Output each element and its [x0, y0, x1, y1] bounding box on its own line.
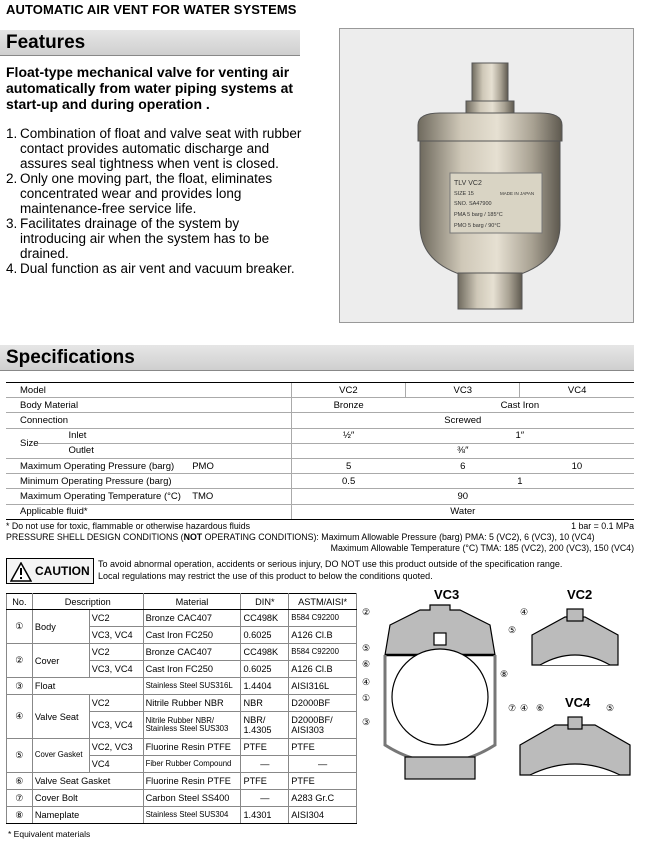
spec-row-max-pressure: Maximum Operating Pressure (barg) PMO 5 6 10: [6, 458, 634, 473]
svg-text:⑤: ⑤: [508, 625, 517, 635]
features-lead: Float-type mechanical valve for venting air automatically from water piping systems at start-up and during operation .: [6, 64, 294, 112]
pressure-shell-note: PRESSURE SHELL DESIGN CONDITIONS (NOT OPERATING CONDITIONS): Maximum Allowable Pressure (barg) PMA: 5 (VC2), 6 (VC3), 10 (VC4): [6, 532, 595, 542]
vc4-diagram: [520, 717, 630, 775]
svg-text:④: ④: [520, 607, 529, 617]
materials-row-cover-gasket: ⑤ Cover Gasket VC2, VC3 Fluorine Resin PTFE PTFE PTFE: [7, 739, 357, 756]
air-vent-illustration: [340, 29, 635, 324]
svg-text:⑦: ⑦: [508, 703, 517, 713]
caution-label: CAUTION: [35, 564, 90, 578]
nameplate-serial: SNO. SA47900: [454, 201, 492, 207]
pressure-shell-note-line2: Maximum Allowable Temperature (°C) TMA: 185 (VC2), 200 (VC3), 150 (VC4): [330, 543, 634, 553]
materials-row-cover-bolt: ⑦ Cover Bolt Carbon Steel SS400 — A283 Gr.C: [7, 790, 357, 807]
svg-text:④: ④: [362, 677, 371, 687]
product-photo: [339, 28, 634, 323]
materials-row-body: ① Body VC2 Bronze CAC407 CC498K B584 C92200: [7, 610, 357, 627]
materials-row-cover-gasket-2: VC4 Fiber Rubber Compound — —: [7, 756, 357, 773]
spec-row-outlet: Outlet ⅜″: [6, 443, 634, 458]
spec-row-connection: Connection Screwed: [6, 413, 634, 428]
svg-text:⑤: ⑤: [606, 703, 615, 713]
spec-row-body-material: Body Material Bronze Cast Iron: [6, 398, 634, 413]
svg-text:⑧: ⑧: [500, 669, 509, 679]
vc3-diagram: [385, 605, 495, 779]
svg-text:④: ④: [520, 703, 529, 713]
svg-text:⑥: ⑥: [362, 659, 371, 669]
nameplate-made: MADE IN JAPAN: [500, 191, 535, 196]
equivalent-materials-note: * Equivalent materials: [8, 829, 91, 839]
svg-text:②: ②: [362, 607, 371, 617]
materials-row-nameplate: ⑧ Nameplate Stainless Steel SUS304 1.4301 AISI304: [7, 807, 357, 824]
materials-row-valve-seat: ④ Valve Seat VC2 Nitrile Rubber NBR NBR D2000BF: [7, 695, 357, 712]
nameplate-pma: PMA 5 barg / 185°C: [454, 212, 503, 218]
caution-text: To avoid abnormal operation, accidents or serious injury, DO NOT use this product outside of the specification range. Local regulations may restrict the use of this product to below the conditions quoted.: [98, 559, 563, 581]
fluid-note: * Do not use for toxic, flammable or otherwise hazardous fluids: [6, 521, 250, 531]
features-heading: Features: [6, 32, 86, 53]
spec-row-inlet: Size Inlet ½″ 1″: [6, 428, 634, 443]
features-list: [6, 126, 306, 276]
vc2-diagram: [532, 609, 618, 665]
nameplate-pmo: PMO 5 barg / 90°C: [454, 223, 501, 229]
warning-icon: [10, 562, 32, 582]
features-heading-bar: [0, 30, 300, 56]
vc4-title: VC4: [565, 695, 591, 710]
spec-row-fluid: Applicable fluid* Water: [6, 504, 634, 519]
spec-row-max-temperature: Maximum Operating Temperature (°C) TMO 90: [6, 489, 634, 504]
caution-badge: [6, 558, 94, 584]
spec-row-model: Model VC2 VC3 VC4: [6, 383, 634, 398]
vc3-title: VC3: [434, 587, 460, 602]
feature-item: 2. Only one moving part, the float, eliminates concentrated wear and provides long maintenance-free service life.: [6, 171, 273, 216]
nameplate-size: SIZE 15: [454, 191, 474, 197]
document-title: AUTOMATIC AIR VENT FOR WATER SYSTEMS: [6, 2, 297, 17]
specifications-heading-bar: [0, 345, 634, 371]
materials-header-row: No. Description Material DIN* ASTM/AISI*: [7, 594, 357, 610]
materials-row-body-2: VC3, VC4 Cast Iron FC250 0.6025 A126 Cl.B: [7, 627, 357, 644]
feature-item: 4. Dual function as air vent and vacuum breaker.: [6, 261, 295, 276]
materials-table: [6, 593, 357, 824]
materials-row-float: ③ Float Stainless Steel SUS316L 1.4404 AISI316L: [7, 678, 357, 695]
vc2-title: VC2: [567, 587, 593, 602]
bar-note: 1 bar = 0.1 MPa: [571, 521, 634, 531]
svg-text:①: ①: [362, 693, 371, 703]
specifications-heading: Specifications: [6, 347, 135, 368]
svg-text:⑥: ⑥: [536, 703, 545, 713]
materials-row-cover: ② Cover VC2 Bronze CAC407 CC498K B584 C92200: [7, 644, 357, 661]
specifications-table: [6, 382, 634, 520]
materials-row-cover-2: VC3, VC4 Cast Iron FC250 0.6025 A126 Cl.B: [7, 661, 357, 678]
cross-section-diagrams: [360, 585, 645, 785]
materials-row-valve-seat-gasket: ⑥ Valve Seat Gasket Fluorine Resin PTFE PTFE PTFE: [7, 773, 357, 790]
svg-text:⑤: ⑤: [362, 643, 371, 653]
spec-row-min-pressure: Minimum Operating Pressure (barg) 0.5 1: [6, 474, 634, 489]
materials-row-valve-seat-2: VC3, VC4 Nitrile Rubber NBR/ Stainless Steel SUS303 NBR/ 1.4305 D2000BF/ AISI303: [7, 712, 357, 739]
feature-item: 1. Combination of float and valve seat with rubber contact provides automatic discharge and assures seal tightness when vent is closed.: [6, 126, 302, 171]
svg-text:③: ③: [362, 717, 371, 727]
feature-item: 3. Facilitates drainage of the system by introducing air when the system has to be drained.: [6, 216, 270, 261]
nameplate-brand: TLV VC2: [454, 180, 482, 187]
